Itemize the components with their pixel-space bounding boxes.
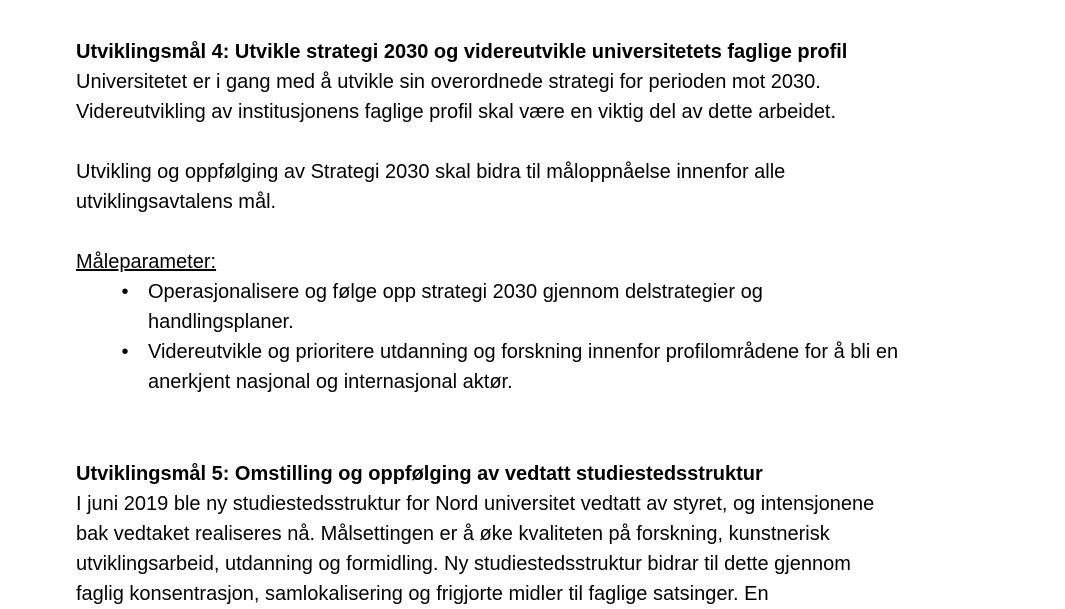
goal4-heading: Utviklingsmål 4: Utvikle strategi 2030 og videreutvikle universitetets faglige profil — [76, 41, 848, 63]
text-line: Utvikling og oppfølging av Strategi 2030 skal bidra til måloppnåelse innenfor alle — [76, 161, 786, 183]
goal4-paragraph-2 — [76, 157, 1036, 217]
text-line: handlingsplaner. — [148, 311, 294, 333]
goal4-paragraph-1 — [76, 67, 1036, 127]
text-line: I juni 2019 ble ny studiestedsstruktur for Nord universitet vedtatt av styret, og intensjonene — [76, 493, 875, 515]
measure-parameter-list — [76, 277, 1036, 397]
text-line: Videreutvikling av institusjonens faglige profil skal være en viktig del av dette arbeidet. — [76, 101, 837, 123]
text-line: utviklingsavtalens mål. — [76, 191, 277, 213]
bullet-icon: • — [121, 281, 129, 303]
text-line: anerkjent nasjonal og internasjonal aktør. — [148, 371, 513, 393]
measure-parameter-heading: Måleparameter: — [76, 251, 217, 273]
document-page — [76, 37, 1036, 609]
list-item — [76, 337, 1036, 397]
goal5-heading: Utviklingsmål 5: Omstilling og oppfølging av vedtatt studiestedsstruktur — [76, 463, 763, 485]
text-line: bak vedtaket realiseres nå. Målsettingen er å øke kvaliteten på forskning, kunstnerisk — [76, 523, 830, 545]
list-item — [76, 277, 1036, 337]
text-line: faglig konsentrasjon, samlokalisering og frigjorte midler til faglige satsinger. En — [76, 583, 769, 605]
bullet-icon: • — [121, 341, 129, 363]
goal5-paragraph-1 — [76, 489, 1036, 609]
text-line: Operasjonalisere og følge opp strategi 2030 gjennom delstrategier og — [148, 281, 763, 303]
text-line: Universitetet er i gang med å utvikle sin overordnede strategi for perioden mot 2030. — [76, 71, 821, 93]
text-line: Videreutvikle og prioritere utdanning og forskning innenfor profilområdene for å bli en — [148, 341, 899, 363]
text-line: utviklingsarbeid, utdanning og formidling. Ny studiestedsstruktur bidrar til dette gjennom — [76, 553, 851, 575]
